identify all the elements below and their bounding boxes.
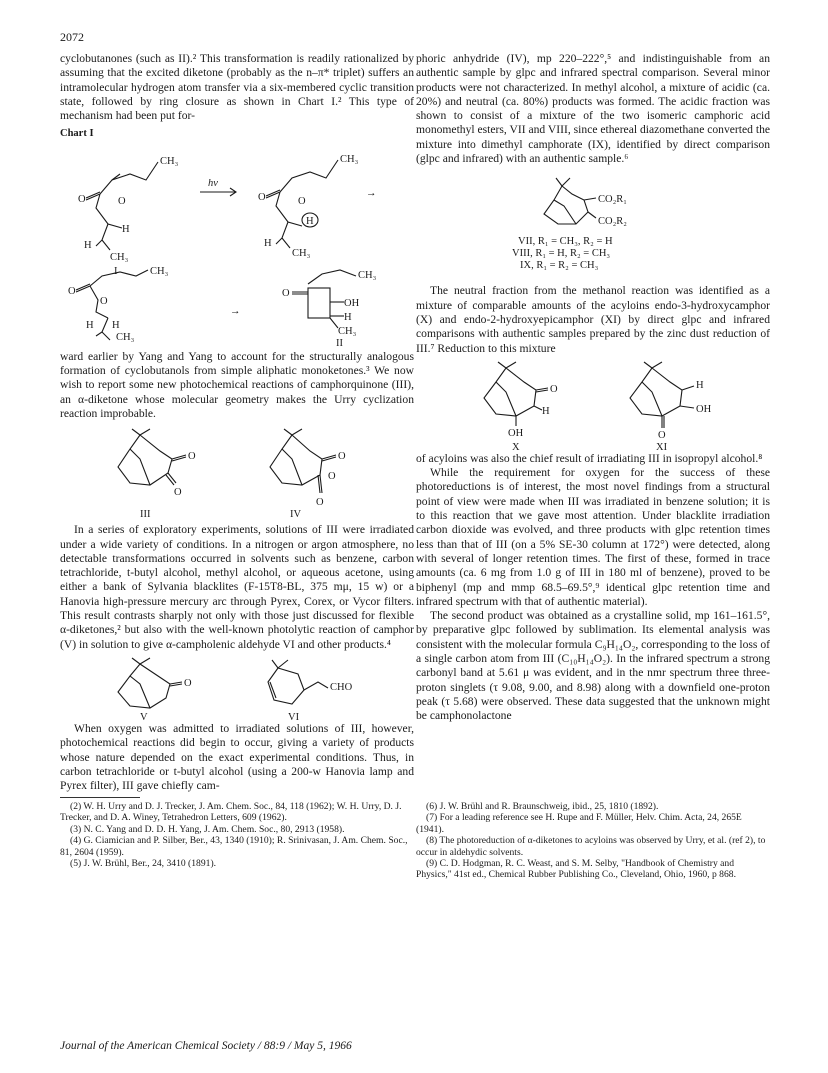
structures-X-XI — [416, 356, 770, 452]
left-paragraph-4: When oxygen was admitted to irradiated solutions of III, however, photochemical reactions did begin to occur, giving a variety of products whose nature depended on the exact experimental conditions. Thus, in carbon tetrachloride or t-butyl alcohol (using a 200-w Hanovia lamp and Pyrex filter), III gave chiefly cam- — [60, 721, 414, 793]
label-ch3: CH₃ — [110, 251, 129, 263]
label-h: H — [696, 379, 704, 391]
label-ch3: CH₃ — [150, 265, 169, 277]
label-o: O — [118, 195, 126, 207]
label-o: O — [338, 451, 346, 463]
label-o: O — [658, 429, 666, 441]
right-paragraph-4: While the requirement for oxygen for the success of these photoreductions is of interest, the most novel findings from a structural point of view were made when III was irradiated in benzene solution; it is to this reaction that we gave most attention. Under blacklite irradiation carbon dioxide was evolved, and three products with glpc retention times less than that of III (on a 5% SE-30 column at 172°) were detected, along with several of longer retention times. The first of these, formed in trace amounts (ca. 6 mg from 1.0 g of III in 180 ml of benzene), proved to be biphenyl (mp and mmp 68.5–69.5°,⁹ identical glpc retention time and infrared spectrum with that of authentic material). — [416, 466, 770, 608]
label-ch3: CH₃ — [340, 153, 359, 165]
label-h: H — [264, 237, 272, 249]
label-h: H — [84, 239, 92, 251]
label-o: O — [174, 487, 182, 499]
label-ch3: CH₃ — [116, 331, 135, 343]
left-column — [60, 52, 414, 793]
label-VI: VI — [288, 711, 300, 723]
right-paragraph-5: The second product was obtained as a crystalline solid, mp 161–161.5°, by preparative glpc followed by sublimation. Its elemental analysis was consistent with the molecular formula C₉H₁₄O₂, corresponding to the loss of a single carbon atom from III (C₁₀H₁₄O₂). In the infrared spectrum a strong carbonyl band at 5.61 μ was evident, and in the nmr spectrum three three-proton singlets (τ 9.08, 9.00, and 8.98) along with a downfield one-proton peak (τ 5.68) were observed. These data suggested that the unknown might be camphonolactone — [416, 609, 770, 723]
left-paragraph-3: In a series of exploratory experiments, solutions of III were irradiated under a wide variety of conditions. In a nitrogen or argon atmosphere, no detectable transformations occurred in solvents such as benzene, carbon tetrachloride, t-butyl alcohol, methyl alcohol, or aqueous acetone, using either a bank of Sylvania blacklites (F-15T8-BL, 375 mμ, 15 w) or a Hanovia high-pressure mercury arc through Pyrex, Corex, or Vycor filters. This result contrasts sharply not only with those just discussed for flexible α-diketones,² but also with the well-known photolytic reaction of camphor (V) in solution to give α-campholenic aldehyde VI and other products.⁴ — [60, 523, 414, 651]
arrow-right: → — [366, 187, 377, 199]
right-paragraph-3: of acyloins was also the chief result of irradiating III in isopropyl alcohol.⁸ — [416, 451, 763, 465]
label-IV: IV — [290, 509, 302, 521]
structure-II — [282, 270, 377, 349]
structure-I — [78, 156, 179, 277]
label-o: O — [258, 191, 266, 203]
footnote-2: (2) W. H. Urry and D. J. Trecker, J. Am. Chem. Soc., 84, 118 (1962); W. H. Urry, D. J. Trecker, and D. A. Winey, Tetrahedron Letters, 609 (1962). — [60, 801, 402, 824]
structure-biradical — [258, 154, 359, 259]
footnotes-left — [60, 801, 414, 869]
label-ix: IX, R₁ = R₂ = CH₃ — [520, 260, 599, 272]
label-o: O — [188, 451, 196, 463]
label-o: O — [68, 285, 76, 297]
footnote-4: (4) G. Ciamician and P. Silber, Ber., 43, 1340 (1910); R. Srinivasan, J. Am. Chem. Soc., 81, 2604 (1959). — [60, 835, 408, 858]
label-h: H — [86, 319, 94, 331]
footnote-5: (5) J. W. Brühl, Ber., 24, 3410 (1891). — [70, 858, 217, 870]
label-oh: OH — [508, 427, 524, 439]
label-ch3: CH₃ — [358, 269, 377, 281]
label-oh: OH — [696, 403, 712, 415]
label-h: H — [306, 215, 314, 227]
label-o: O — [298, 195, 306, 207]
chart-title: Chart I — [60, 128, 94, 140]
structure-XI — [630, 362, 712, 453]
label-o: O — [78, 193, 86, 205]
structure-biradical-2 — [68, 266, 169, 343]
structure-VI — [268, 660, 353, 723]
label-X: X — [512, 441, 520, 453]
arrow-right: → — [230, 305, 241, 317]
right-paragraph-1: phoric anhydride (IV), mp 220–222°,⁵ and indistinguishable from an authentic sample by glpc and infrared spectral comparison. Several minor products were not characterized. In methyl alcohol, a mixture of acidic (ca. 20%) and neutral (ca. 80%) products was formed. The acidic fraction was shown to consist of a mixture of the two isomeric camphoric acid monomethyl esters, VII and VIII, since ethereal diazomethane converted the mixture into dimethyl camphorate (IX), identified by direct comparison (glpc and infrared) with an authentic sample.⁶ — [416, 52, 771, 166]
footnote-7: (7) For a leading reference see H. Rupe and F. Müller, Helv. Chim. Acta, 24, 265E (1941). — [416, 812, 742, 835]
structure-camphoric-ester — [544, 178, 627, 227]
right-column — [416, 52, 770, 724]
footnote-8: (8) The photoreduction of α-diketones to acyloins was observed by Urry, et al. (ref 2), to occur in aldehydic solvents. — [416, 835, 766, 858]
label-II: II — [336, 337, 343, 349]
label-XI: XI — [656, 441, 668, 453]
structure-III — [118, 429, 196, 520]
chart-i-scheme — [60, 144, 414, 349]
structure-IV — [270, 429, 346, 520]
label-o: O — [328, 471, 336, 483]
label-h: H — [542, 405, 550, 417]
label-ch3: CH₃ — [338, 325, 357, 337]
right-paragraph-2: The neutral fraction from the methanol reaction was identified as a mixture of comparable amounts of the acyloins endo-3-hydroxycamphor (X) and endo-2-hydroxyepicamphor (XI) by direct glpc and infrared comparisons with authentic samples prepared by the zinc dust reduction of III.⁷ Reduction to this mixture — [416, 284, 770, 355]
label-ch3: CH₃ — [160, 155, 179, 167]
reaction-arrow-hv — [200, 178, 236, 196]
label-cho: CHO — [330, 681, 353, 693]
label-hv: hν — [208, 177, 218, 189]
label-o: O — [100, 295, 108, 307]
structures-III-IV — [60, 421, 414, 523]
footnote-3: (3) N. C. Yang and D. D. H. Yang, J. Am. Chem. Soc., 80, 2913 (1958). — [70, 823, 345, 835]
label-vii: VII, R₁ = CH₃, R₂ = H — [518, 236, 613, 248]
label-h: H — [344, 311, 352, 323]
footnote-9: (9) C. D. Hodgman, R. C. Weast, and S. M. Selby, "Handbook of Chemistry and Physics," 41st ed., Chemical Rubber Publishing Co., Cleveland, Ohio, 1960, p 868. — [416, 858, 736, 881]
footnotes-right — [416, 801, 770, 881]
left-paragraph-1: cyclobutanones (such as II).² This transformation is readily rationalized by assuming that the excited diketone (probably as the n–π* triplet) suffers an intramolecular hydrogen atom transfer via a six-membered cyclic transition state, followed by ring closure as shown in Chart I.² This type of mechanism had been put for- — [60, 52, 414, 123]
label-ch3: CH₃ — [292, 247, 311, 259]
label-viii: VIII, R₁ = H, R₂ = CH₃ — [512, 248, 611, 260]
structure-V — [118, 658, 192, 723]
page-number: 2072 — [60, 30, 84, 44]
label-h: H — [112, 319, 120, 331]
label-h: H — [122, 223, 130, 235]
label-I: I — [114, 265, 118, 277]
left-paragraph-2: ward earlier by Yang and Yang to account for the structurally analogous formation of cyclobutanols from simple aliphatic monoketones.³ We now wish to report some new photochemical reactions of camphorquinone (III), an α-diketone whose molecular geometry makes the Urry cyclization reaction improbable. — [60, 349, 414, 420]
label-V: V — [140, 711, 148, 723]
label-co2r2: CO₂R₂ — [598, 216, 627, 228]
structure-X — [484, 362, 558, 453]
structures-VII-IX — [416, 166, 770, 284]
label-o: O — [184, 677, 192, 689]
label-oh: OH — [344, 297, 360, 309]
footnote-rule — [60, 797, 140, 798]
label-o: O — [282, 287, 290, 299]
label-co2r1: CO₂R₁ — [598, 194, 627, 206]
journal-footer: Journal of the American Chemical Society / 88:9 / May 5, 1966 — [60, 1040, 352, 1052]
footnote-6: (6) J. W. Brühl and R. Braunschweig, ibid., 25, 1810 (1892). — [426, 801, 659, 812]
label-o: O — [316, 497, 324, 509]
label-III: III — [140, 509, 151, 521]
structures-V-VI — [60, 652, 414, 722]
label-o: O — [550, 383, 558, 395]
